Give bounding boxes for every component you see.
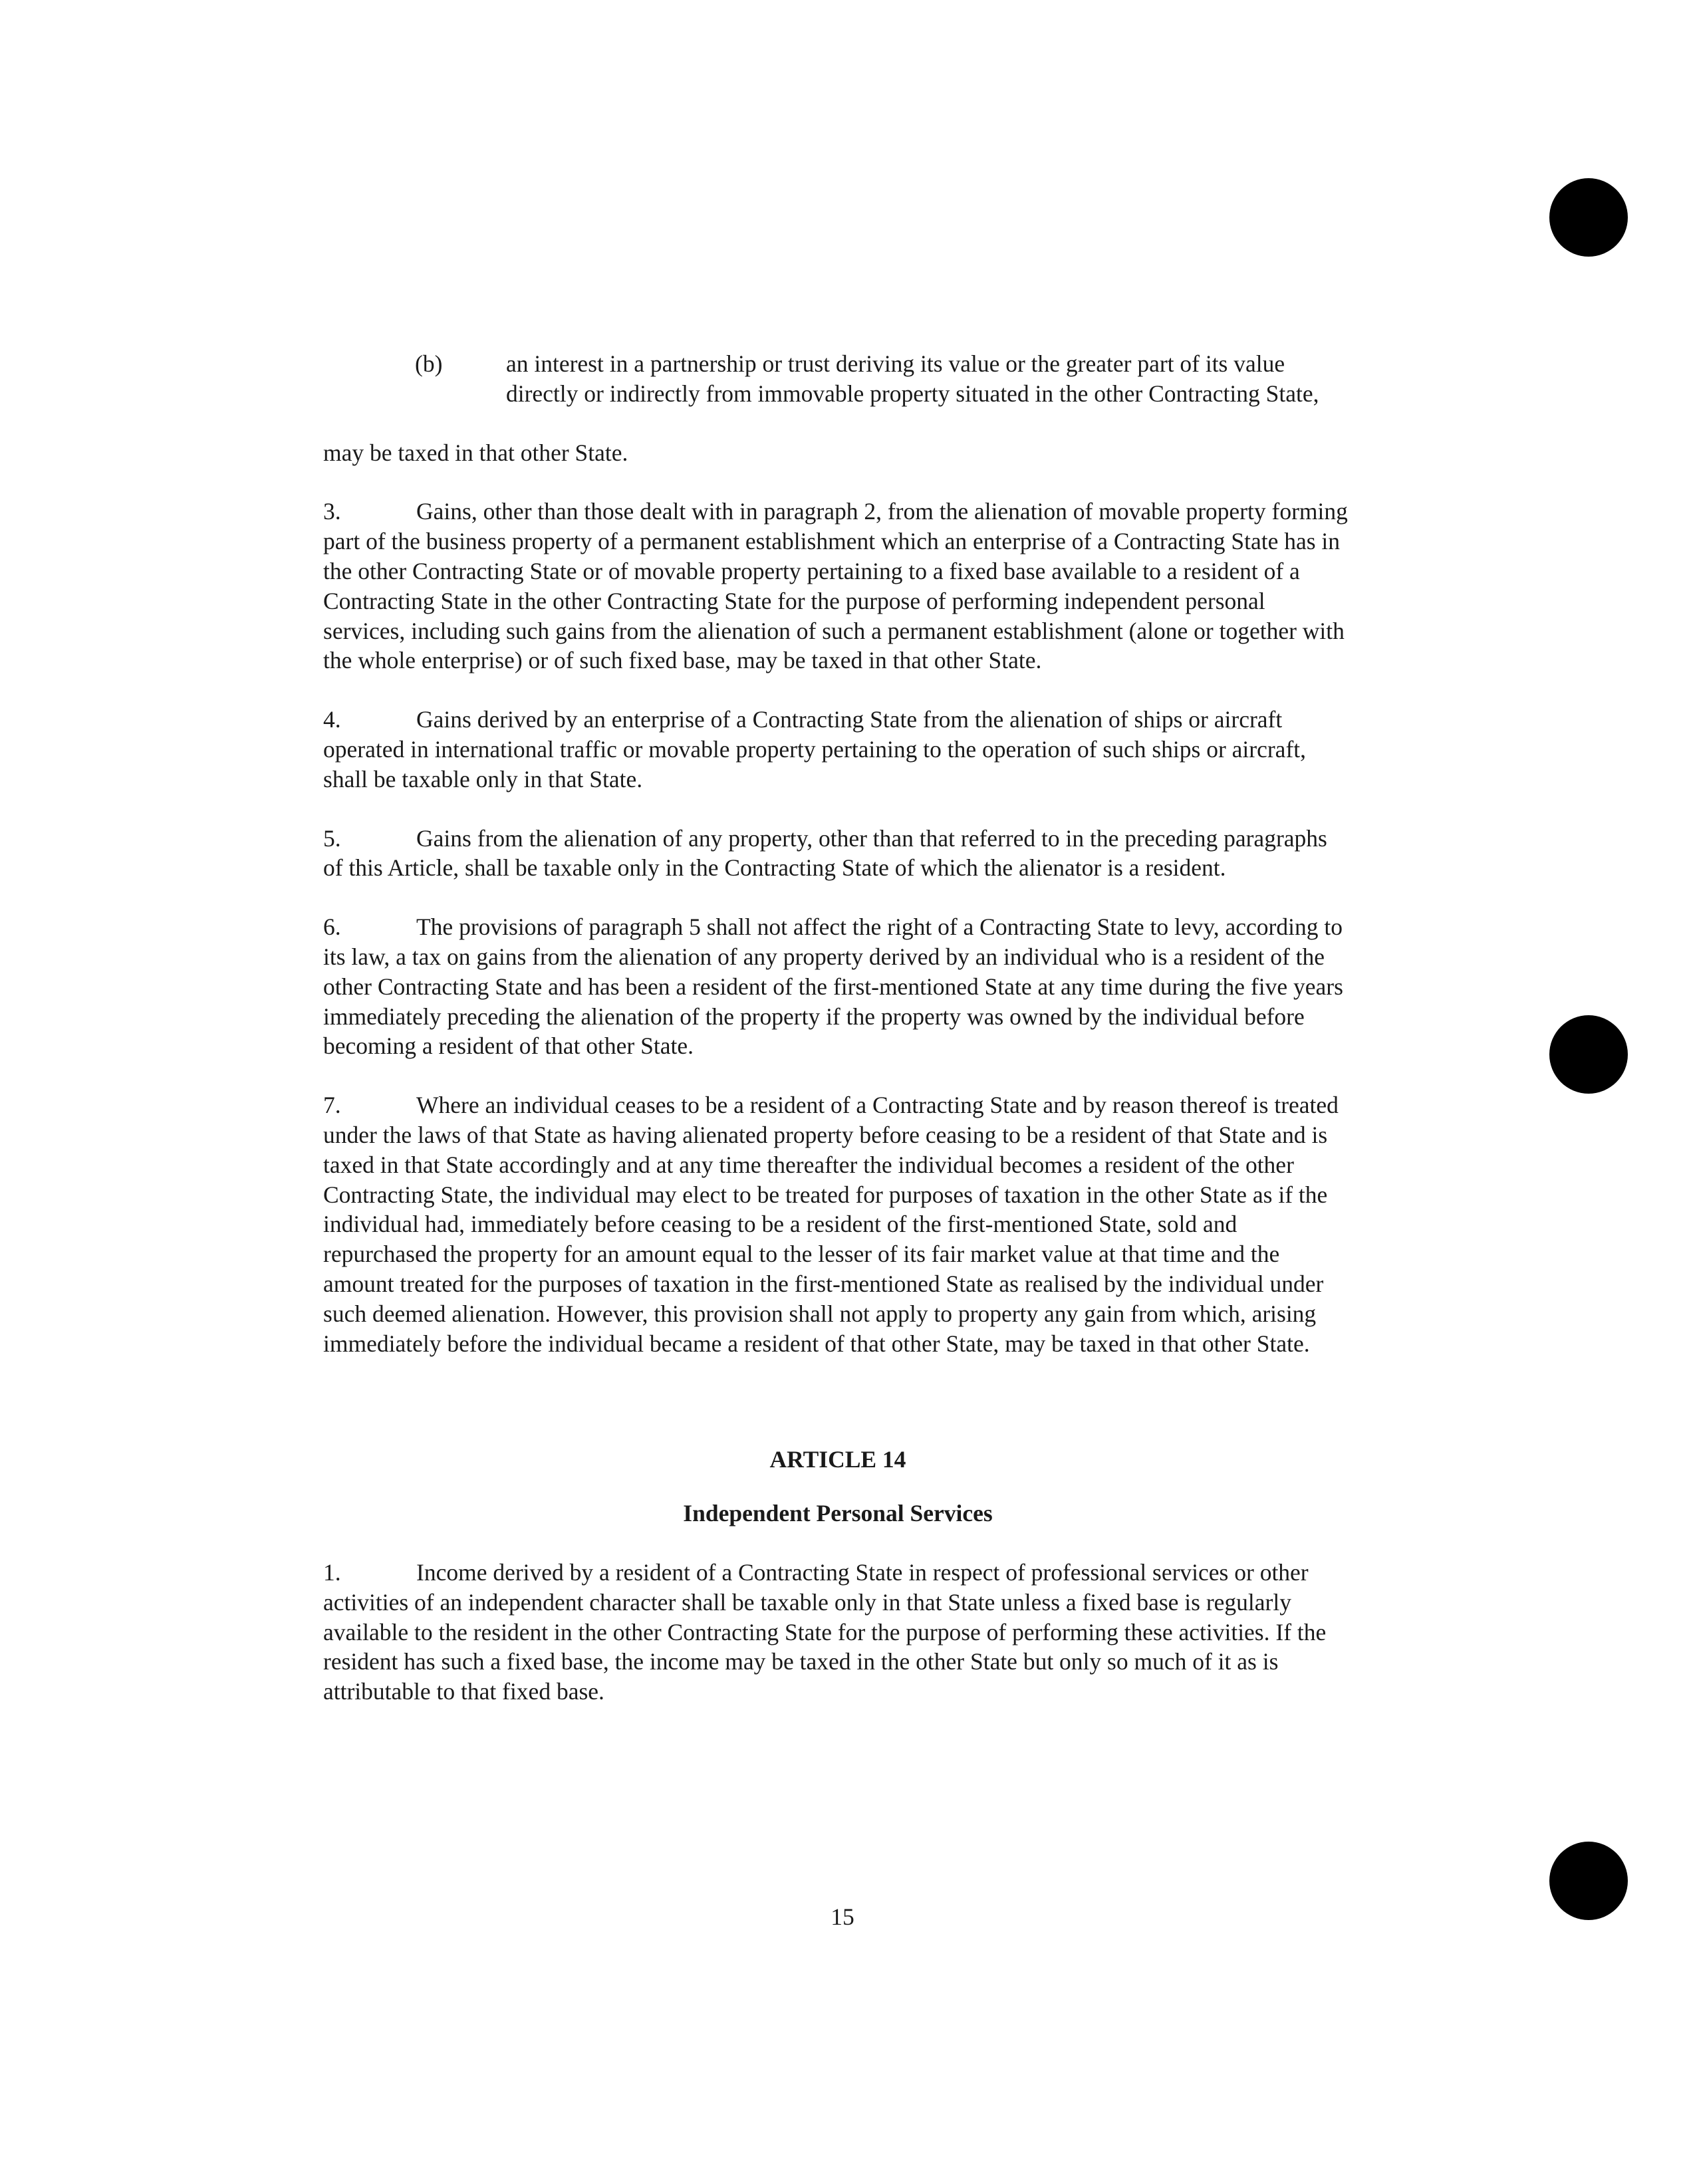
sub-item-text: an interest in a partnership or trust deriving its value or the greater part of its value directly or indirectly from immovable property situated in the other Contracting State, — [506, 350, 1319, 407]
paragraph-text: Gains from the alienation of any property, other than that referred to in the preceding paragraphs of this Article, shall be taxable only in the Contracting State of which the alienator is a resident. — [323, 824, 1327, 882]
paragraph-number: 7. — [323, 1092, 341, 1119]
paragraph-number: 4. — [323, 706, 341, 733]
punch-hole-top — [1549, 178, 1628, 257]
paragraph-4 — [323, 705, 1353, 794]
paragraph-text: Gains derived by an enterprise of a Contracting State from the alienation of ships or aircraft operated in international traffic or movable property pertaining to the operation of such ships or aircraft, shall be taxable only in that State. — [323, 706, 1306, 792]
article-14-paragraph-1 — [323, 1558, 1353, 1707]
article-heading: ARTICLE 14 — [769, 1446, 906, 1473]
paragraph-number: 6. — [323, 913, 341, 941]
paragraph-text: Income derived by a resident of a Contracting State in respect of professional services or other activities of an independent character shall be taxable only in that State unless a fixed base is regularly available to the resident in the other Contracting State for the purpose of performing these activities. If the resident has such a fixed base, the income may be taxed in the other State but only so much of it as is attributable to that fixed base. — [323, 1558, 1327, 1705]
paragraph-6 — [323, 912, 1353, 1061]
page-number: 15 — [831, 1903, 854, 1930]
punch-hole-bottom — [1549, 1842, 1628, 1920]
paragraph-number: 5. — [323, 824, 341, 852]
paragraph-text: Gains, other than those dealt with in paragraph 2, from the alienation of movable property forming part of the business property of a permanent establishment which an enterprise of a Contracting State has in the other Contracting State or of movable property pertaining to a fixed base available to a resident of a Contracting State in the other Contracting State for the purpose of performing independent personal services, including such gains from the alienation of such a permanent establishment (alone or together with the whole enterprise) or of such fixed base, may be taxed in that other State. — [323, 498, 1348, 674]
paragraph-text: Where an individual ceases to be a resident of a Contracting State and by reason thereof is treated under the laws of that State as having alienated property before ceasing to be a resident of that State and is taxed in that State accordingly and at any time thereafter the individual becomes a resident of the other Contracting State, the individual may elect to be treated for purposes of taxation in the other State as if the individual had, immediately before ceasing to be a resident of the first-mentioned State, sold and repurchased the property for an amount equal to the lesser of its fair market value at that time and the amount treated for the purposes of taxation in the first-mentioned State as realised by the individual under such deemed alienation. However, this provision shall not apply to property any gain from which, arising immediately before the individual became a resident of that other State, may be taxed in that other State. — [323, 1092, 1339, 1357]
paragraph-number: 1. — [323, 1558, 341, 1586]
paragraph-3 — [323, 497, 1353, 675]
punch-hole-middle — [1549, 1015, 1628, 1094]
article-title: Independent Personal Services — [683, 1500, 993, 1527]
paragraph-number: 3. — [323, 498, 341, 525]
sub-item-b — [415, 349, 1353, 409]
sub-item-marker: (b) — [415, 350, 443, 377]
document-body — [323, 349, 1353, 1707]
paragraph-text: The provisions of paragraph 5 shall not affect the right of a Contracting State to levy, according to its law, a tax on gains from the alienation of any property derived by an individual who is a resident of the other Contracting State and has been a resident of the first-mentioned State at any time during the five years immediately preceding the alienation of the property if the property was owned by the individual before becoming a resident of that other State. — [323, 913, 1343, 1060]
continuation-text: may be taxed in that other State. — [323, 439, 628, 466]
paragraph-5 — [323, 824, 1353, 884]
paragraph-7 — [323, 1090, 1353, 1358]
